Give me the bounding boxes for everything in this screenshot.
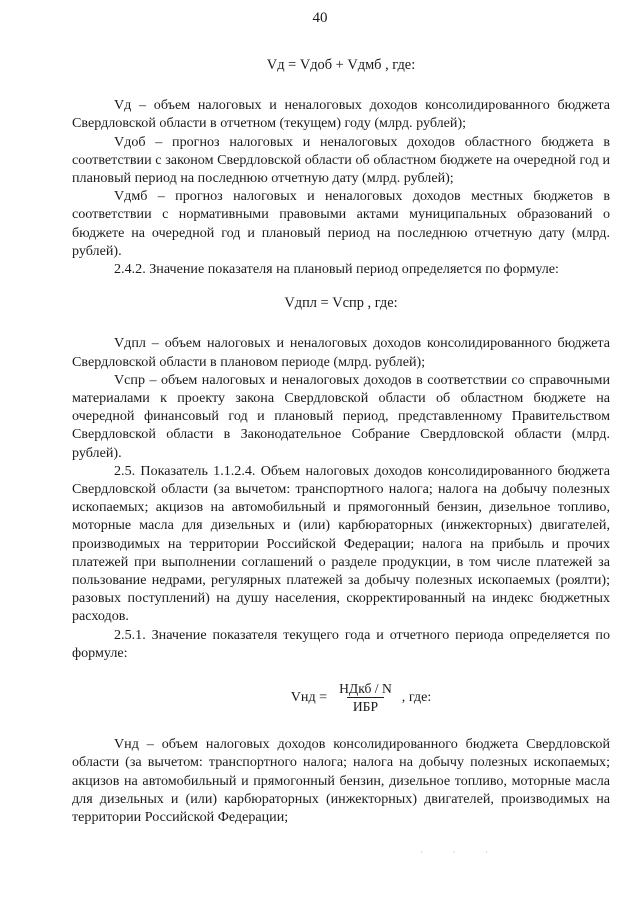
definition-vdpl: Vдпл – объем налоговых и неналоговых доходов консолидированного бюджета Свердловской области в плановом периоде (млрд. рублей); bbox=[72, 335, 610, 370]
definition-vdmb: Vдмб – прогноз налоговых и неналоговых доходов местных бюджетов в соответствии с нормативными правовыми актами муниципальных образований о бюджете на очередной год и плановый период на последнюю отчетную дату (млрд. рублей). bbox=[72, 188, 610, 259]
formula-vnd-lhs: Vнд = bbox=[290, 689, 328, 706]
formula-vnd-numerator: НДкб / N bbox=[339, 681, 392, 697]
formula-vdpl: Vдпл = Vспр , где: bbox=[284, 295, 398, 312]
formula-vnd bbox=[112, 680, 610, 715]
formula-vd: Vд = Vдоб + Vдмб , где: bbox=[266, 57, 416, 73]
section-2-5: 2.5. Показатель 1.1.2.4. Объем налоговых доходов консолидированного бюджета Свердловской области (за вычетом: транспортного налога; налога на добычу полезных ископаемых; акцизов на автомобильный и прямогонный бензин, дизельное топливо, моторные масла для дизельных и (или) карбюраторных (инжекторных) двигателей, производимых на территории Российской Федерации; налога на прибыль и прочих платежей при выполнении соглашений о разделе продукции, в том числе платежей за пользование недрами, регулярных платежей за добычу полезных ископаемых (роялти); разовых поступлений) на душу населения, скорректированный на индекс бюджетных расходов. bbox=[72, 462, 610, 625]
page-number: 40 bbox=[312, 10, 328, 26]
definition-vnd: Vнд – объем налоговых доходов консолидированного бюджета Свердловской области (за вычетом: транспортного налога; налога на добычу полезных ископаемых; акцизов на автомобильный и прямогонный бензин, дизельное топливо, моторные масла для дизельных и (или) карбюраторных (инжекторных) двигателей, производимых на территории Российской Федерации; bbox=[72, 736, 610, 825]
definition-vspr: Vспр – объем налоговых и неналоговых доходов в соответствии со справочными материалами к проекту закона Свердловской области об областном бюджете на очередной финансовый год и плановый период, представленному Правительством Свердловской области в Законодательное Собрание Свердловской области (млрд. рублей). bbox=[72, 371, 610, 461]
definition-vd: Vд – объем налоговых и неналоговых доходов консолидированного бюджета Свердловской области в отчетном (текущем) году (млрд. рублей); bbox=[72, 97, 610, 132]
section-2-5-1: 2.5.1. Значение показателя текущего года и отчетного периода определяется по формуле: bbox=[72, 626, 610, 661]
definition-vdob: Vдоб – прогноз налоговых и неналоговых доходов областного бюджета в соответствии с законом Свердловской области об областном бюджете на очередной год и плановый период на последнюю отчетную дату (млрд. рублей); bbox=[72, 133, 610, 187]
formula-vnd-denominator: ИБР bbox=[347, 697, 384, 715]
formula-vnd-fraction bbox=[333, 680, 398, 715]
scan-specks: · · · bbox=[420, 848, 502, 857]
section-2-4-2: 2.4.2. Значение показателя на плановый период определяется по формуле: bbox=[114, 261, 559, 278]
document-body bbox=[72, 56, 610, 826]
formula-vnd-suffix: , где: bbox=[401, 689, 432, 706]
